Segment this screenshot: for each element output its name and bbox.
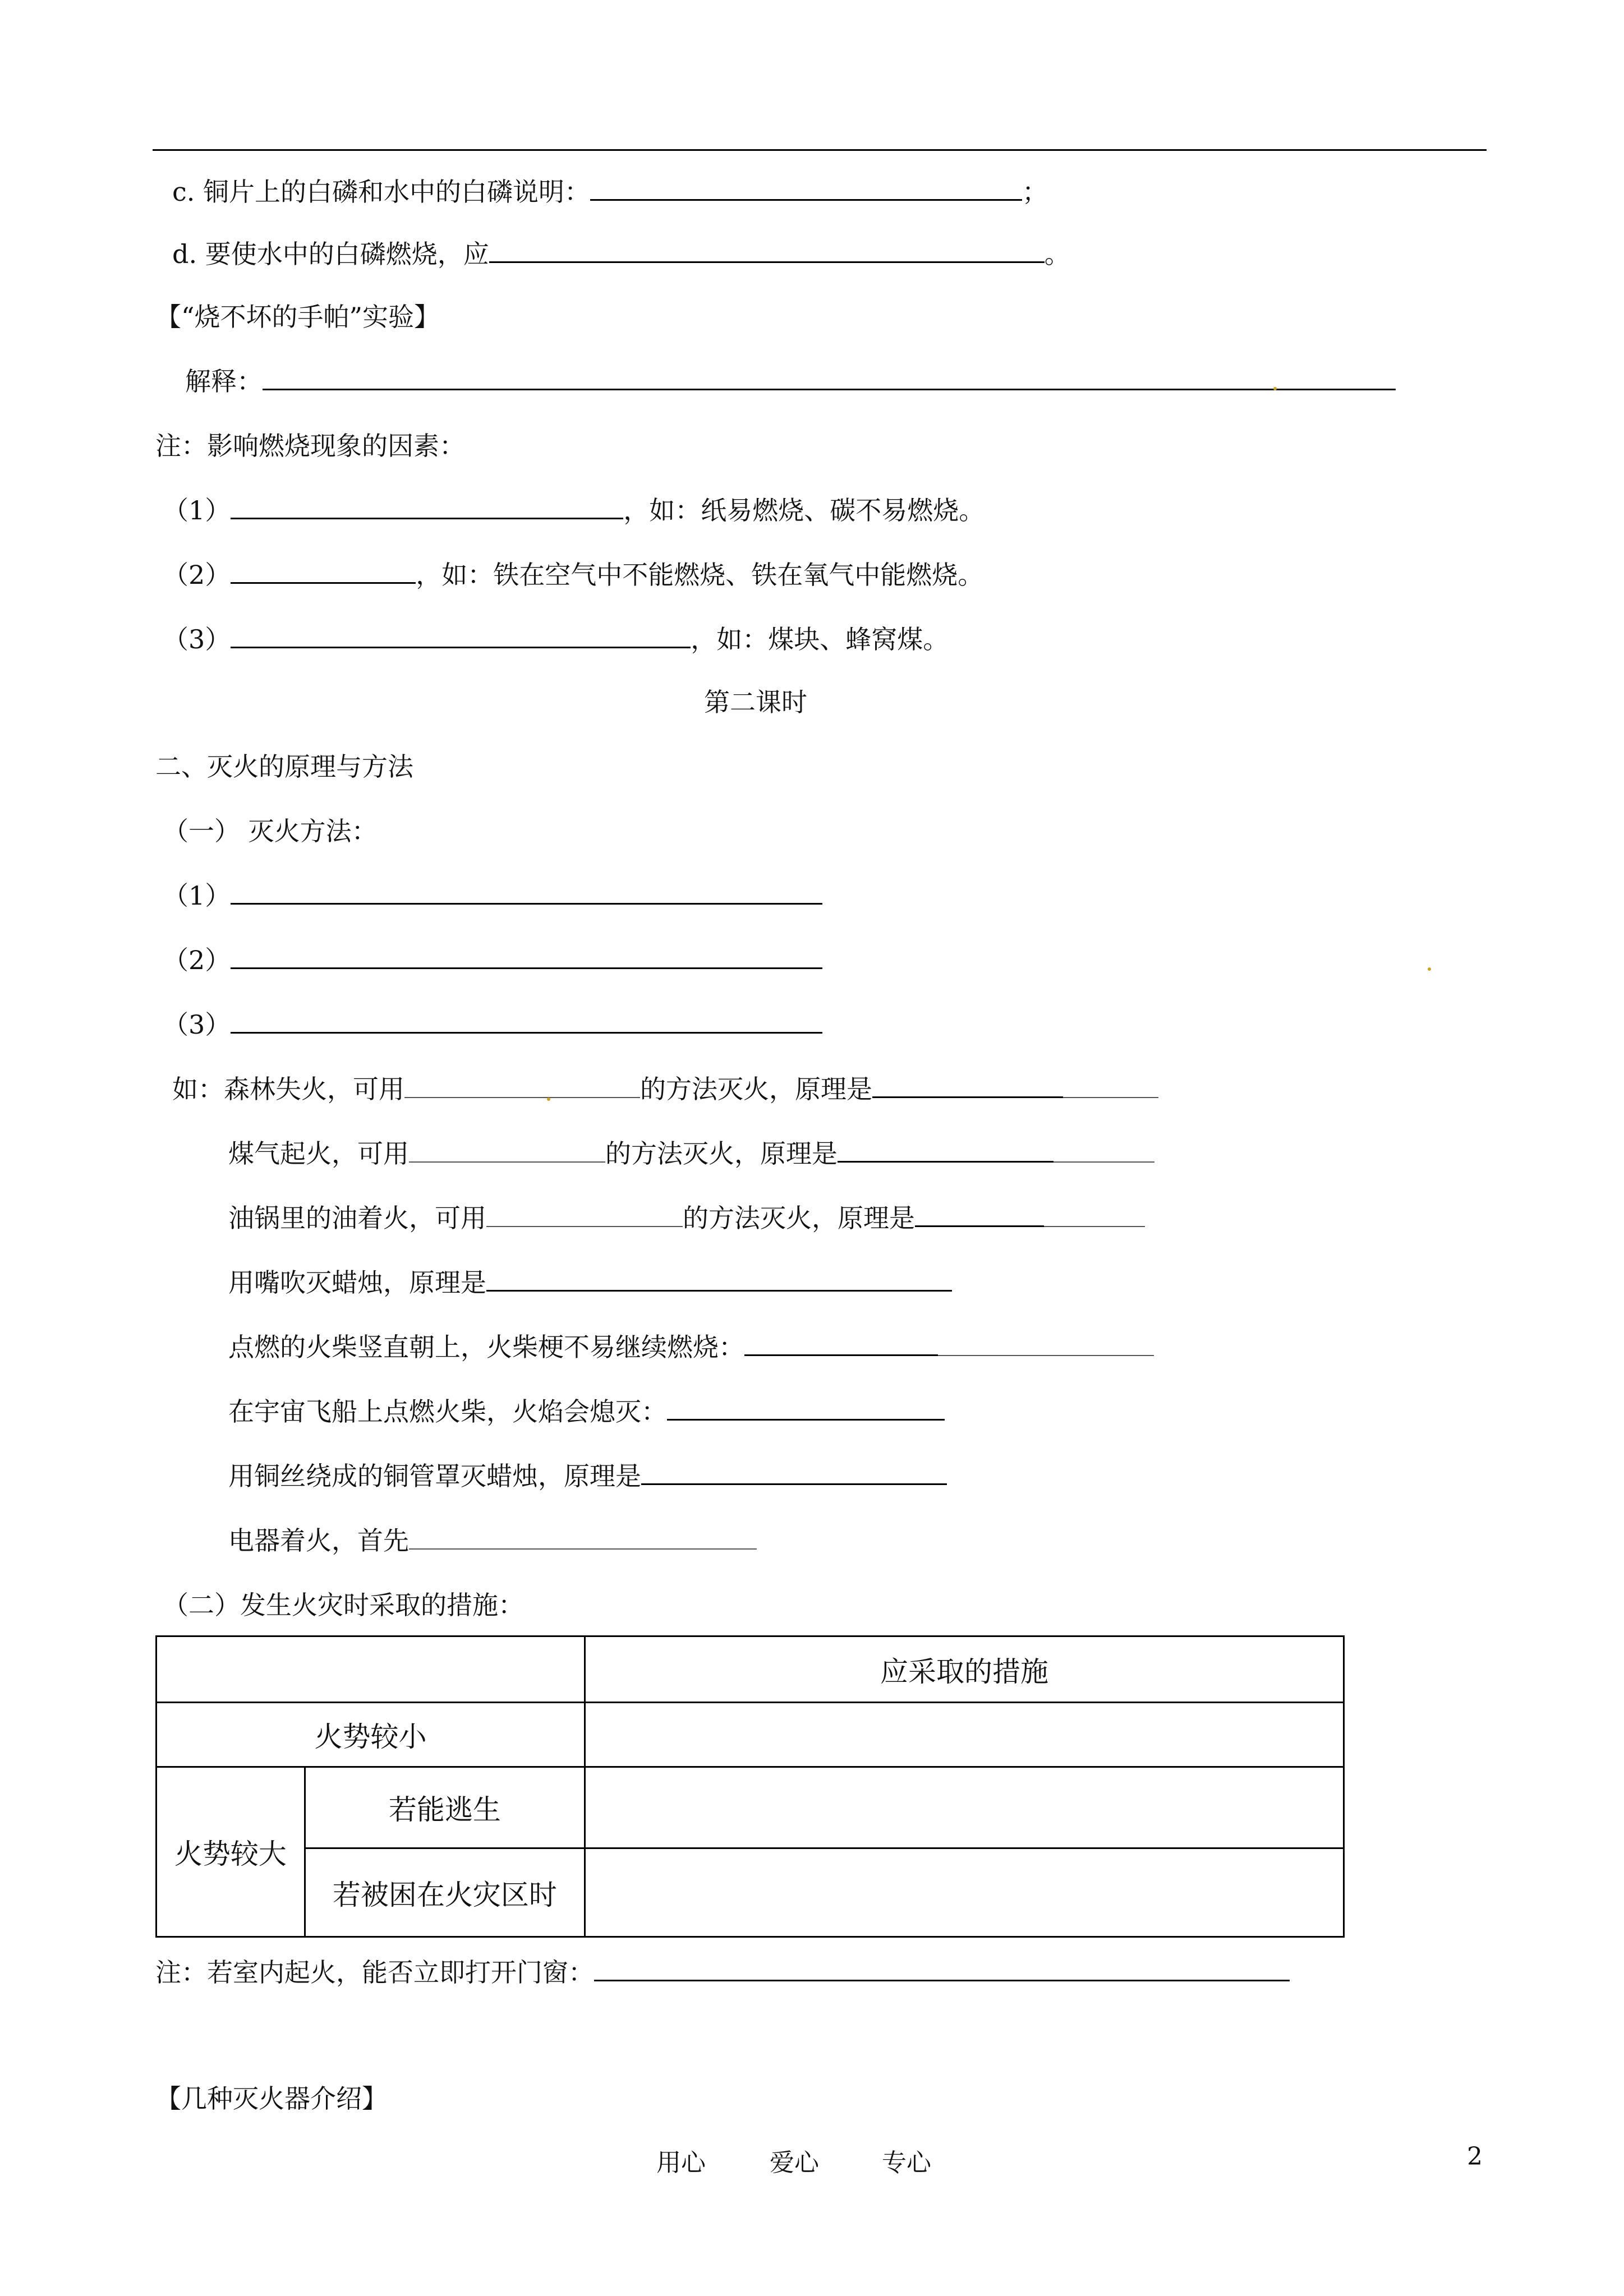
lesson-title: 第二课时 <box>704 687 807 717</box>
footer-motto-1: 用心 <box>656 2149 706 2177</box>
blank-spaceship[interactable] <box>667 1396 945 1421</box>
blank-method-1[interactable] <box>231 880 822 905</box>
blank-factor-3[interactable] <box>231 624 691 648</box>
example-gas: 煤气起火，可用 的方法灭火，原理是 <box>228 1137 1154 1170</box>
table-row <box>157 1703 1344 1767</box>
blank-oil-method[interactable] <box>486 1204 683 1227</box>
row-label-trapped: 若被困在火灾区时 <box>305 1848 585 1937</box>
factor-1: （1） ，如：纸易燃烧、碳不易燃烧。 <box>163 495 985 525</box>
table-corner-cell <box>157 1636 585 1703</box>
note-factors: 注：影响燃烧现象的因素： <box>155 431 465 461</box>
line-c: c. 铜片上的白磷和水中的白磷说明： ； <box>172 177 1048 207</box>
blank-c[interactable] <box>590 177 1022 201</box>
blank-copper-coil[interactable] <box>641 1461 947 1485</box>
row-label-large-fire: 火势较大 <box>157 1767 305 1937</box>
blank-factor-1[interactable] <box>231 495 623 519</box>
blank-windows[interactable] <box>594 1957 1290 1981</box>
table-row <box>157 1848 1344 1937</box>
page-number: 2 <box>1467 2142 1483 2171</box>
blank-method-2[interactable] <box>231 945 822 969</box>
method-2: （2） <box>163 943 822 977</box>
table-row <box>157 1636 1344 1703</box>
section-title: 二、灭火的原理与方法 <box>155 751 413 782</box>
handkerchief-heading: 【“烧不坏的手帕”实验】 <box>155 302 440 332</box>
example-copper-coil: 用铜丝绕成的铜管罩灭蜡烛，原理是 <box>228 1459 947 1493</box>
factor-2: （2） ，如：铁在空气中不能燃烧、铁在氧气中能燃烧。 <box>163 560 984 590</box>
row-label-small-fire: 火势较小 <box>157 1703 585 1767</box>
cell-small-fire-measure[interactable] <box>585 1703 1344 1767</box>
header-rule <box>153 149 1487 151</box>
blank-explain[interactable] <box>263 366 1396 390</box>
blank-forest-principle[interactable] <box>872 1074 1063 1098</box>
footer-motto-3: 专心 <box>882 2149 931 2177</box>
example-match-up: 点燃的火柴竖直朝上，火柴梗不易继续燃烧： <box>228 1330 1154 1364</box>
example-spaceship: 在宇宙飞船上点燃火柴，火焰会熄灭： <box>228 1395 945 1428</box>
speck <box>547 1098 550 1101</box>
blank-method-3[interactable] <box>231 1009 822 1034</box>
fire-measures-table <box>155 1635 1345 1938</box>
example-forest: 如：森林失火，可用 的方法灭火，原理是 <box>172 1072 1158 1106</box>
blank-gas-principle[interactable] <box>838 1138 1053 1163</box>
table-header-measures: 应采取的措施 <box>585 1636 1344 1703</box>
factor-3: （3） ，如：煤块、蜂窝煤。 <box>163 624 949 654</box>
footer-motto-2: 爱心 <box>770 2149 819 2177</box>
blank-match-up[interactable] <box>744 1332 938 1356</box>
blank-oil-principle[interactable] <box>915 1203 1044 1227</box>
speck <box>1428 967 1431 971</box>
example-electrical: 电器着火，首先 <box>228 1524 757 1557</box>
blank-factor-2[interactable] <box>231 560 416 584</box>
method-1: （1） <box>163 879 822 912</box>
blank-d[interactable] <box>489 239 1045 263</box>
example-oil: 油锅里的油着火，可用 的方法灭火，原理是 <box>228 1201 1145 1235</box>
cell-escape-measure[interactable] <box>585 1767 1344 1848</box>
example-candle: 用嘴吹灭蜡烛，原理是 <box>228 1266 952 1299</box>
blank-forest-method[interactable] <box>404 1075 640 1098</box>
subsection-measures: （二）发生火灾时采取的措施： <box>163 1590 524 1620</box>
blank-gas-method[interactable] <box>409 1139 605 1163</box>
cell-trapped-measure[interactable] <box>585 1848 1344 1937</box>
table-row <box>157 1767 1344 1848</box>
method-3: （3） <box>163 1008 822 1041</box>
line-d: d. 要使水中的白磷燃烧，应 。 <box>172 239 1070 269</box>
speck <box>1273 387 1277 390</box>
note-windows: 注：若室内起火，能否立即打开门窗： <box>155 1956 1290 1989</box>
row-label-can-escape: 若能逃生 <box>305 1767 585 1848</box>
blank-electrical[interactable] <box>409 1526 757 1550</box>
extinguisher-heading: 【几种灭火器介绍】 <box>155 2083 388 2114</box>
subsection-methods: （一） 灭火方法： <box>163 816 378 846</box>
line-explain: 解释： <box>185 365 1396 398</box>
blank-candle[interactable] <box>486 1267 952 1292</box>
